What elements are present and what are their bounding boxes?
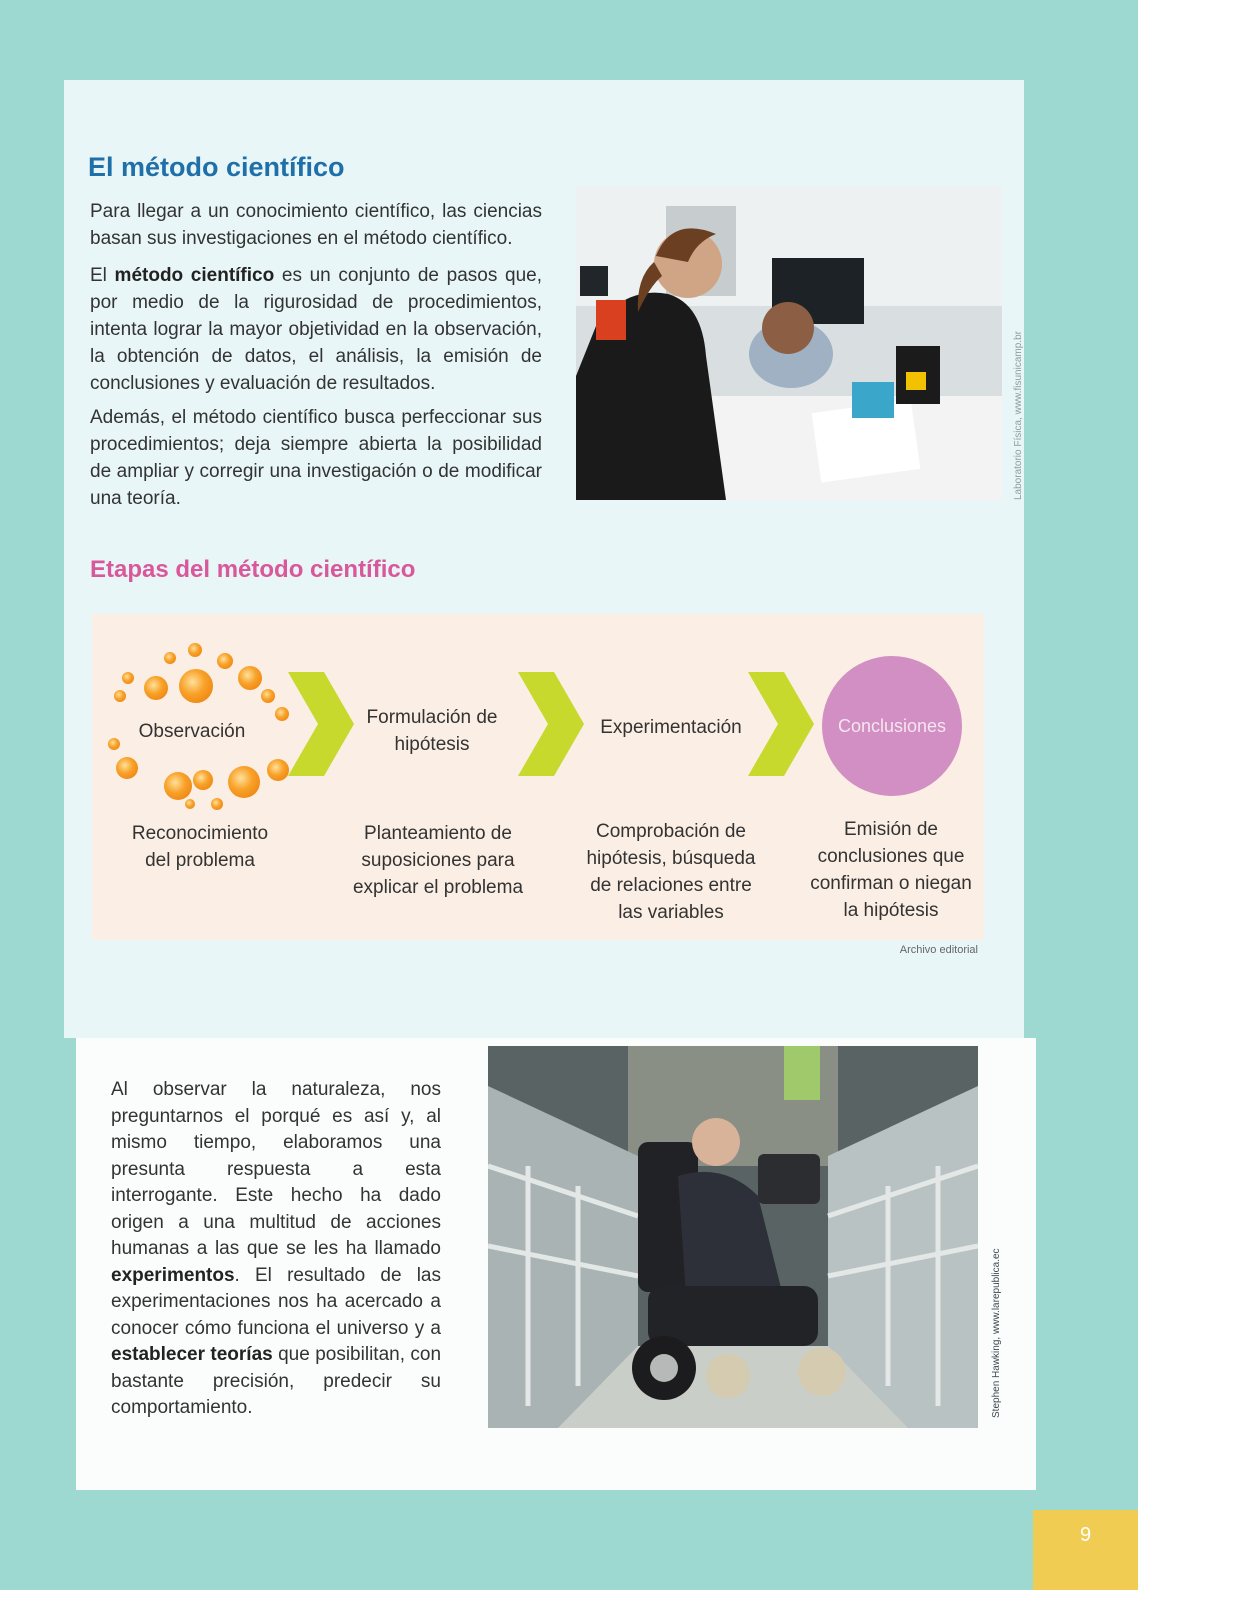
- intro-paragraph: Para llegar a un conocimiento científico, las ciencias basan sus investigaciones en el método científico.: [90, 201, 542, 249]
- stage-desc-conclusions: Emisión de conclusiones que confirman o niegan la hipótesis: [810, 819, 972, 921]
- definition-text-rest: es un conjunto de pasos que, por medio de la rigurosidad de procedimientos, intenta lograr la mayor objetividad en la observación, la obtención de datos, el análisis, la emisión de conclusiones y evaluación de resultados.: [90, 265, 542, 394]
- improvement-paragraph: Además, el método científico busca perfeccionar sus procedimientos; deja siempre abierta la posibilidad de ampliar y corregir una investigación o de modificar una teoría.: [90, 407, 542, 509]
- section-title: El método científico: [88, 152, 345, 182]
- chevron-icon: [288, 672, 354, 776]
- hawking-photo-credit: Stephen Hawking, www.larepublica.ec: [991, 1248, 1002, 1418]
- definition-paragraph: [90, 262, 542, 397]
- experiments-term: experimentos: [111, 1264, 235, 1286]
- experiments-text-1: Al observar la naturaleza, nos preguntarnos el porqué es así y, al mismo tiempo, elaboramos una presunta respuesta a esta interrogante. Este hecho ha dado origen a una multitud de acciones humanas a las que se les ha llamado: [111, 1079, 441, 1259]
- experiments-text-2: . El resultado de las experimentaciones nos ha acercado a conocer cómo funciona el universo y a: [111, 1264, 441, 1339]
- diagram-credit: Archivo editorial: [899, 944, 978, 956]
- chevron-icon: [518, 672, 584, 776]
- stages-title: Etapas del método científico: [90, 556, 416, 583]
- stage-label-experimentation: Experimentación: [600, 717, 742, 738]
- experiments-text-3: que posibilitan, con bastante precisión, predecir su comportamiento.: [111, 1344, 442, 1418]
- stage-label-hypothesis: Formulación de hipótesis: [366, 707, 498, 755]
- definition-text-start: El: [90, 265, 115, 286]
- conclusions-circle: [822, 656, 962, 796]
- lab-illustration: [576, 186, 1002, 500]
- stage-label-conclusions: Conclusiones: [837, 715, 947, 736]
- experiments-paragraph: [111, 1077, 441, 1422]
- lab-photo: [576, 186, 1002, 500]
- hawking-photo: [488, 1046, 978, 1428]
- stage-desc-observation: Reconocimiento del problema: [131, 823, 269, 871]
- hawking-illustration: [488, 1046, 978, 1428]
- lab-photo-credit: Laboratorio Física, www.fisunicamp.br: [1013, 331, 1024, 500]
- page-number: 9: [1033, 1510, 1138, 1590]
- stage-desc-experimentation: Comprobación de hipótesis, búsqueda de relaciones entre las variables: [586, 821, 756, 923]
- definition-term: método científico: [114, 265, 275, 286]
- theories-term: establecer teorías: [111, 1344, 273, 1365]
- stage-label-observation: Observación: [138, 721, 246, 742]
- stage-desc-hypothesis: Planteamiento de suposiciones para explicar el problema: [352, 823, 524, 898]
